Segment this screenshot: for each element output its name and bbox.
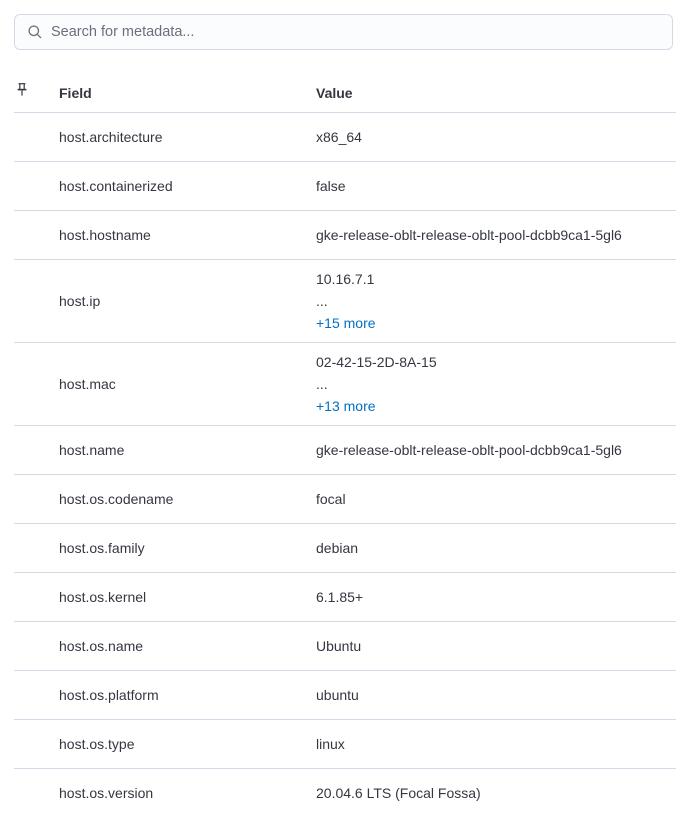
field-value [316,113,676,161]
pin-cell [14,780,59,807]
value-truncation-ellipsis: ... [316,293,328,309]
field-name: host.os.codename [59,490,174,507]
pin-cell [14,584,59,611]
table-row [14,113,676,162]
value-text: 02-42-15-2D-8A-15 [316,354,437,370]
value-column-header: Value [316,84,353,101]
field-column-header: Field [59,84,92,101]
pin-cell [14,633,59,660]
value-text: gke-release-oblt-release-oblt-pool-dcbb9ca1-5gl6 [316,441,622,458]
metadata-table [14,74,676,814]
field-name: host.os.type [59,735,135,752]
value-text: linux [316,735,345,752]
pin-cell [14,682,59,709]
value-truncation-ellipsis: ... [316,376,328,392]
search-icon [27,24,43,40]
pin-cell [14,376,59,392]
metadata-search-bar [14,14,673,50]
table-body [14,113,676,814]
field-name: host.os.kernel [59,588,147,605]
field-name: host.os.name [59,637,144,654]
table-row [14,260,676,343]
table-row [14,475,676,524]
value-text: 20.04.6 LTS (Focal Fossa) [316,784,481,801]
field-name: host.mac [59,375,116,392]
table-row [14,343,676,426]
show-more-link[interactable]: +15 more [316,315,376,331]
table-row [14,720,676,769]
pin-cell [14,535,59,562]
pin-icon [14,82,30,104]
field-name: host.containerized [59,177,173,194]
field-value [316,769,676,814]
pin-cell [14,173,59,200]
field-value [316,720,676,768]
value-text: x86_64 [316,128,362,145]
field-value [316,162,676,210]
value-text: debian [316,539,359,556]
table-row [14,769,676,814]
pin-cell [14,124,59,151]
field-value [316,622,676,670]
table-row [14,524,676,573]
value-text: 10.16.7.1 [316,271,375,287]
pin-column-header [14,76,59,110]
search-input[interactable] [51,24,660,40]
pin-cell [14,731,59,758]
table-row [14,426,676,475]
field-name: host.ip [59,292,101,309]
field-name: host.name [59,441,125,458]
pin-cell [14,222,59,249]
table-row [14,211,676,260]
table-header-row [14,74,676,113]
table-row [14,622,676,671]
field-name: host.hostname [59,226,151,243]
value-text: Ubuntu [316,637,362,654]
field-name: host.os.version [59,784,154,801]
field-name: host.os.family [59,539,145,556]
field-value [316,426,676,474]
field-value [316,475,676,523]
show-more-link[interactable]: +13 more [316,398,376,414]
value-text: gke-release-oblt-release-oblt-pool-dcbb9ca1-5gl6 [316,226,622,243]
field-name: host.architecture [59,128,163,145]
pin-cell [14,486,59,513]
pin-cell [14,437,59,464]
field-value [316,573,676,621]
value-text: ubuntu [316,686,359,703]
field-value [316,524,676,572]
pin-cell [14,293,59,309]
field-value [316,211,676,259]
value-text: 6.1.85+ [316,588,364,605]
table-row [14,573,676,622]
value-text: focal [316,490,346,507]
field-value [316,343,676,425]
metadata-panel [14,14,676,814]
field-value [316,260,676,342]
field-value [316,671,676,719]
table-row [14,162,676,211]
field-name: host.os.platform [59,686,159,703]
value-text: false [316,177,346,194]
table-row [14,671,676,720]
